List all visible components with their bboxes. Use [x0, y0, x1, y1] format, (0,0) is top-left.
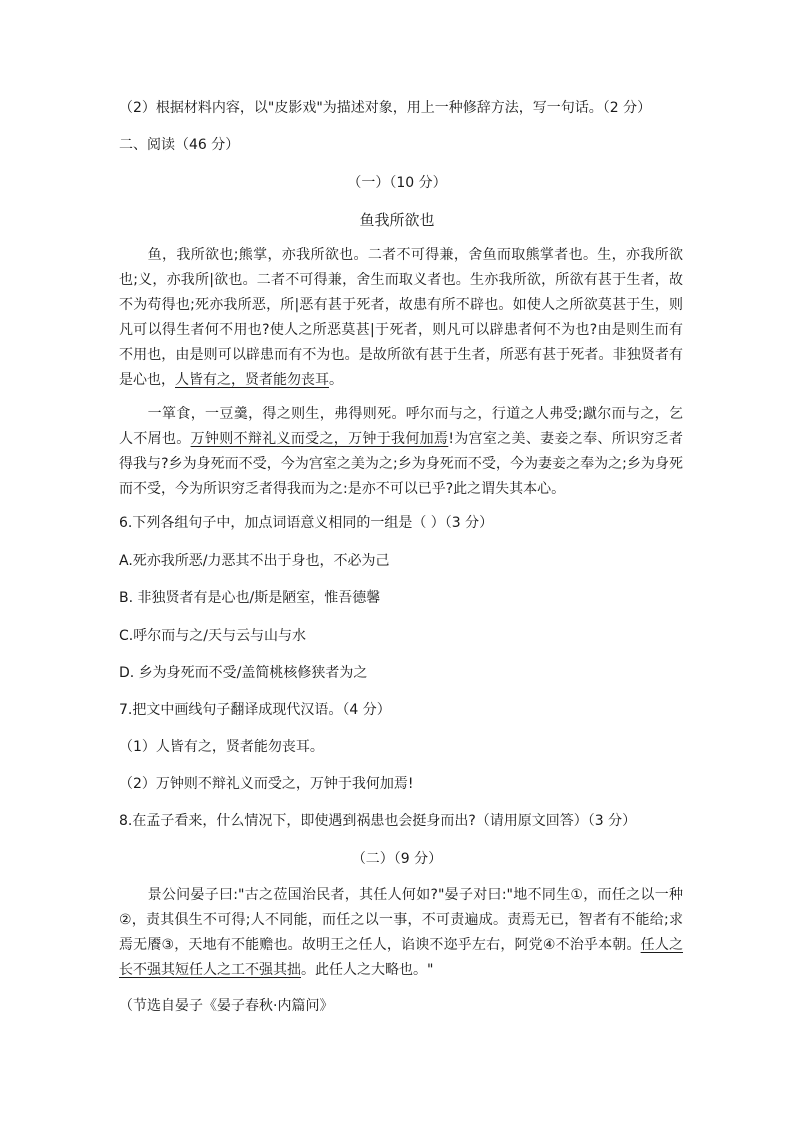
passage-2-paragraph — [119, 883, 683, 983]
passage-text: 。此任人之大略也。" — [301, 962, 434, 978]
passage-text: !为宫室之美、妻妾之奉、所识穷乏者得我与?乡为身死而不受，今为宫室之美为之;乡为身死而不受，今为妻妾之奉为之;乡为身死而不受，今为所识穷乏者得我而为之:是亦不可以已乎?此之谓失其本心。 — [119, 431, 684, 497]
question-6-option-a: A.死亦我所恶/力恶其不出于身也，不必为己 — [119, 553, 390, 569]
question-6-stem: 6.下列各组句子中，加点词语意义相同的一组是（ ）（3 分） — [119, 515, 494, 531]
question-2-prompt: （2）根据材料内容，以"皮影戏"为描述对象，用上一种修辞方法，写一句话。（2 分） — [119, 100, 652, 116]
question-6-option-c: C.呼尔而与之/天与云与山与水 — [119, 628, 306, 644]
passage-text: 一箪食，一豆羹，得之则生，弗得则死。呼尔而与之，行道之人弗受;蹴尔而与之，乞人不屑也。 — [119, 406, 683, 447]
passage-source: （节选自晏子《晏子春秋·内篇问》 — [119, 998, 334, 1014]
question-7-sentence-2: （2）万钟则不辩礼义而受之，万钟于我何加焉! — [119, 776, 414, 792]
part-1-heading: （一）（10 分） — [347, 175, 447, 191]
question-6-option-b: B. 非独贤者有是心也/斯是陋室，惟吾德馨 — [119, 590, 381, 606]
underlined-sentence-1: 人皆有之，贤者能勿丧耳 — [175, 372, 329, 388]
question-7-sentence-1: （1）人皆有之，贤者能勿丧耳。 — [119, 739, 324, 755]
question-6-option-d: D. 乡为身死而不受/盖简桃核修狭者为之 — [119, 665, 368, 681]
passage-paragraph-1 — [119, 243, 683, 393]
passage-text: 。 — [329, 372, 343, 388]
passage-title: 鱼我所欲也 — [359, 211, 435, 229]
question-8-stem: 8.在孟子看来，什么情况下，即使遇到祸患也会挺身而出?（请用原文回答）（3 分） — [119, 813, 637, 829]
passage-text: 景公问晏子曰:"古之莅国治民者，其任人何如?"晏子对曰:"地不同生①，而任之以一种②，责其俱生不可得;人不同能，而任之以一事，不可责遍成。责焉无已，智者有不能给;求焉无餍③，天地有不能赡也。故明王之任人，谄谀不迩乎左右，阿党④不治乎本朝。 — [119, 887, 683, 953]
passage-text: 鱼，我所欲也;熊掌，亦我所欲也。二者不可得兼，舍鱼而取熊掌者也。生，亦我所欲也;义，亦我所|欲也。二者不可得兼，舍生而取义者也。生亦我所欲，所欲有甚于生者，故不为苟得也;死亦我所恶，所|恶有甚于死者，故患有所不辟也。如使人之所欲莫甚于生，则凡可以得生者何不用也?使人之所恶莫甚|于死者，则凡可以辟患者何不为也?由是则生而有不用也，由是则可以辟患而有不为也。是故所欲有甚于生者，所恶有甚于死者。非独贤者有是心也， — [119, 247, 683, 388]
section-heading-reading: 二、阅读（46 分） — [119, 137, 240, 153]
question-7-stem: 7.把文中画线句子翻译成现代汉语。（4 分） — [119, 702, 391, 718]
part-2-heading: （二）（9 分） — [351, 851, 443, 867]
underlined-sentence-2: 万钟则不辩礼义而受之，万钟于我何加焉 — [190, 431, 449, 447]
underlined-sentence-3: 任人之长不强其短任人之工不强其拙 — [119, 937, 683, 978]
passage-paragraph-2 — [119, 402, 683, 502]
